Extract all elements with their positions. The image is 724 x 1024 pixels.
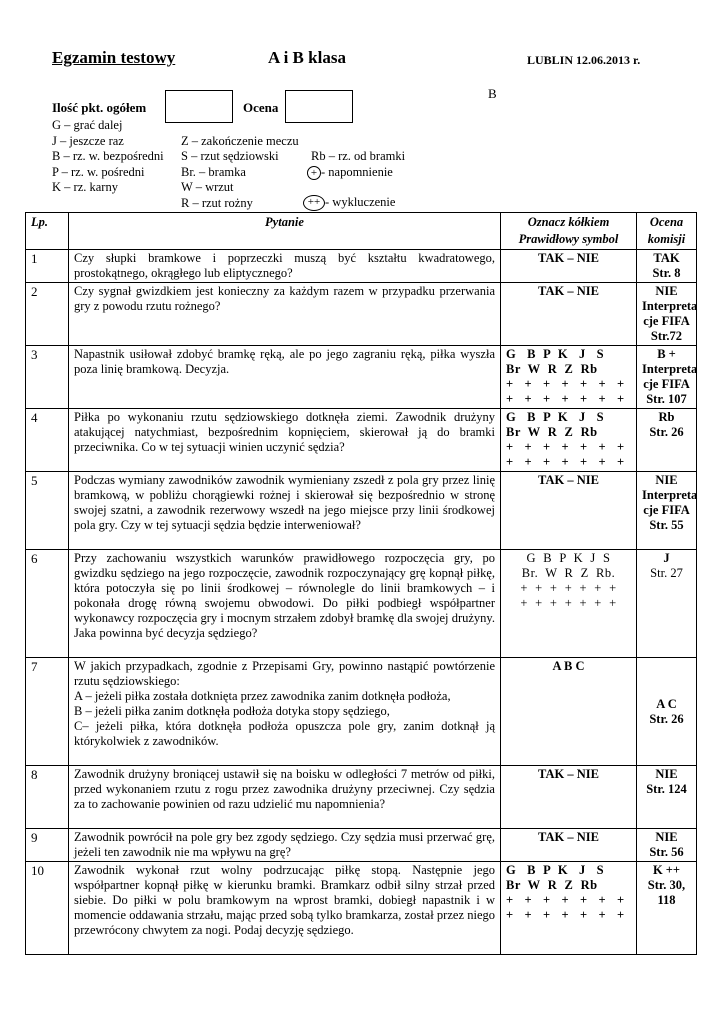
legend-exclusion-label: - wykluczenie — [325, 195, 396, 209]
symbol-row[interactable]: G B P K J S — [506, 863, 605, 877]
exam-class: A i B klasa — [268, 48, 346, 67]
grade-line: Interpreta — [642, 299, 698, 313]
row-number: 10 — [26, 862, 69, 955]
grade-line: Str. 107 — [646, 392, 687, 406]
grade-line: Str. 56 — [649, 845, 684, 859]
table-row — [26, 250, 697, 283]
grade-line: NIE — [655, 284, 678, 298]
commission-grade — [637, 658, 697, 766]
legend-k: K – rz. karny — [52, 180, 118, 194]
answer-symbol-grid[interactable] — [501, 862, 637, 955]
header-grade-line1: Ocena — [649, 215, 684, 229]
table-row — [26, 550, 697, 658]
question-line: A – jeżeli piłka została dotknięta przez zawodnika zanim dotknęła podłoża, — [74, 689, 451, 703]
grade-line: Str. 30, 118 — [647, 878, 686, 907]
grade-line: Str. 27 — [650, 566, 683, 580]
legend-j: J – jeszcze raz — [52, 134, 124, 148]
question-text: Zawodnik wykonał rzut wolny podrzucając piłkę stopą. Następnie jego współpartner kopnął piłkę w kierunku bramki. Bramkarz odbił silny strzał przed siebie. Do piłki w polu bramkowym na wprost bramki, dobiegł napastnik i w momencie oddawania strzału, mając przed sobą tylko bramkarza, został przez niego przewrócony chwytem za nogi. Podaj decyzję sędziego. — [69, 862, 501, 955]
grade-line: K ++ — [652, 863, 681, 877]
header-symbol-line2: Prawidłowy symbol — [518, 232, 619, 246]
grade-line: TAK — [653, 251, 680, 265]
grade-line: Str. 8 — [652, 266, 681, 280]
grade-line: NIE — [655, 830, 678, 844]
points-box[interactable] — [165, 90, 233, 123]
legend-s: S – rzut sędziowski — [181, 149, 279, 163]
symbol-row[interactable]: G B P K J S — [506, 410, 605, 424]
question-text: Zawodnik drużyny broniącej ustawił się na boisku w odległości 7 metrów od piłki, przed wykonaniem rzutu z rogu przez zawodnika drużyny przeciwnej. Czy sędzia za to zachowanie powinien od razu udzielić mu napomnienia? — [69, 766, 501, 829]
grade-box[interactable] — [285, 90, 353, 123]
legend-p: P – rz. w. pośredni — [52, 165, 145, 179]
table-header-row — [26, 213, 697, 250]
commission-grade — [637, 862, 697, 955]
grade-line: B + — [657, 347, 676, 361]
legend-warning-label: - napomnienie — [321, 165, 393, 179]
symbol-row[interactable]: Br W R Z Rb — [506, 362, 598, 376]
legend-b: B – rz. w. bezpośredni — [52, 149, 164, 163]
row-number: 3 — [26, 346, 69, 409]
commission-grade — [637, 550, 697, 658]
row-number: 5 — [26, 472, 69, 550]
answer-symbol[interactable]: A B C — [501, 658, 637, 766]
table-row — [26, 829, 697, 862]
row-number: 4 — [26, 409, 69, 472]
commission-grade — [637, 283, 697, 346]
symbol-row[interactable]: Br W R Z Rb — [506, 425, 598, 439]
question-text: Piłka po wykonaniu rzutu sędziowskiego dotknęła ziemi. Zawodnik drużyny atakującej natychmiast, bezpośrednim kopnięciem, skierował ją do bramki przeciwnika. Co w tej sytuacji winien uczynić sędzia? — [69, 409, 501, 472]
grade-line: NIE — [655, 473, 678, 487]
grade-line: Str.72 — [650, 329, 683, 343]
table-row — [26, 862, 697, 955]
legend-z: Z – zakończenie meczu — [181, 134, 299, 148]
table-row — [26, 409, 697, 472]
commission-grade — [637, 829, 697, 862]
grade-line: cje FIFA — [643, 503, 690, 517]
symbol-row[interactable]: + + + + + + + — [506, 893, 625, 907]
answer-symbol[interactable]: TAK – NIE — [501, 829, 637, 862]
question-text: Czy słupki bramkowe i poprzeczki muszą być kształtu kwadratowego, prostokątnego, okrągłego lub eliptycznego? — [69, 250, 501, 283]
header-question: Pytanie — [69, 213, 501, 250]
legend-warning — [307, 165, 393, 181]
answer-symbol-grid[interactable] — [501, 409, 637, 472]
table-row — [26, 766, 697, 829]
grade-line: Str. 26 — [649, 425, 684, 439]
row-number: 8 — [26, 766, 69, 829]
table-row — [26, 658, 697, 766]
commission-grade — [637, 250, 697, 283]
place-date: LUBLIN 12.06.2013 r. — [527, 53, 641, 67]
question-text: Czy sygnał gwizdkiem jest konieczny za każdym razem w przypadku przerwania gry z powodu rzutu rożnego? — [69, 283, 501, 346]
symbol-row[interactable]: + + + + + + + — [506, 455, 625, 469]
table-row — [26, 283, 697, 346]
legend-g: G – grać dalej — [52, 118, 123, 132]
grade-line: cje FIFA — [643, 377, 690, 391]
legend-r: R – rzut rożny — [181, 196, 253, 210]
symbol-row[interactable]: + + + + + + + — [506, 440, 625, 454]
grade-label: Ocena — [243, 100, 279, 115]
question-text: Napastnik usiłował zdobyć bramkę ręką, ale po jego zagraniu ręką, piłka wyszła poza linię bramkową. Decyzja. — [69, 346, 501, 409]
commission-grade — [637, 472, 697, 550]
commission-grade — [637, 766, 697, 829]
question-text: Podczas wymiany zawodników zawodnik wymieniany zszedł z pola gry przez linię bramkową, w pobliżu chorągiewki rożnej i skierował się bezpośrednio w stronę swojej szatni, a zawodnik rezerwowy wszedł na jego miejsce przy linii środkowej pola gry. Czy w tej sytuacji sędzia będzie interweniował? — [69, 472, 501, 550]
answer-symbol-grid[interactable] — [501, 346, 637, 409]
grade-line: Rb — [658, 410, 675, 424]
header-lp: Lp. — [26, 213, 69, 250]
grade-line: Str. 26 — [649, 711, 684, 726]
commission-grade — [637, 346, 697, 409]
question-text — [69, 658, 501, 766]
legend-rb: Rb – rz. od bramki — [311, 149, 406, 163]
symbol-row[interactable]: Br W R Z Rb — [506, 878, 598, 892]
exclusion-circle-icon: ++ — [303, 195, 325, 211]
row-number: 2 — [26, 283, 69, 346]
row-number: 9 — [26, 829, 69, 862]
answer-symbol-grid[interactable] — [501, 550, 637, 658]
warning-circle-icon: + — [307, 166, 321, 180]
grade-line: NIE — [655, 767, 678, 781]
legend-w: W – wrzut — [181, 180, 234, 194]
question-line: W jakich przypadkach, zgodnie z Przepisami Gry, powinno nastąpić powtórzenie rzutu sędziowskiego: — [74, 659, 495, 688]
question-text: Zawodnik powrócił na pole gry bez zgody sędziego. Czy sędzia musi przerwać grę, jeżeli ten zawodnik nie ma wpływu na grę? — [69, 829, 501, 862]
symbol-row[interactable]: + + + + + + + — [506, 908, 625, 922]
symbol-row[interactable]: G B P K J S — [506, 347, 605, 361]
table-row — [26, 472, 697, 550]
header-symbol-line1: Oznacz kółkiem — [527, 215, 610, 229]
row-number: 1 — [26, 250, 69, 283]
table-row — [26, 346, 697, 409]
points-label: Ilość pkt. ogółem — [52, 100, 147, 115]
symbol-row[interactable]: + + + + + + + — [520, 596, 617, 610]
symbol-row[interactable]: + + + + + + + — [506, 392, 625, 406]
legend-br: Br. – bramka — [181, 165, 246, 179]
symbol-row[interactable]: Br. W R Z Rb. — [521, 566, 616, 580]
grade-line: A C — [656, 696, 677, 711]
grade-line: Str. 55 — [649, 518, 684, 532]
legend-exclusion — [303, 195, 395, 211]
group-letter: B — [488, 86, 497, 101]
grade-line: Interpreta — [642, 488, 698, 502]
answer-symbol[interactable]: TAK – NIE — [501, 472, 637, 550]
header-grade-line2: komisji — [647, 232, 686, 246]
symbol-row[interactable]: G B P K J S — [526, 551, 611, 565]
question-line: B – jeżeli piłka zanim dotknęła podłoża dotyka stopy sędziego, — [74, 704, 390, 718]
grade-line: J — [663, 551, 670, 565]
grade-line: cje FIFA — [643, 314, 690, 328]
commission-grade — [637, 409, 697, 472]
symbol-row[interactable]: + + + + + + + — [520, 581, 617, 595]
row-number: 6 — [26, 550, 69, 658]
symbol-row[interactable]: + + + + + + + — [506, 377, 625, 391]
answer-symbol[interactable]: TAK – NIE — [501, 283, 637, 346]
question-text: Przy zachowaniu wszystkich warunków prawidłowego rozpoczęcia gry, po gwizdku sędziego na jego rozpoczęcie, zawodnik rozpoczynający grę kopnął piłkę, która potoczyła się po linii środkowej – równolegle do linii bramkowych – i pokonała drogę równą swojemu obwodowi. Do piłki podbiegł współpartner wykonawcy rozpoczęcia gry i mocnym strzałem zdobył bramkę dla swojej drużyny. Jaka powinna być decyzja sędziego? — [69, 550, 501, 658]
question-table — [25, 212, 697, 955]
header-symbol — [501, 213, 637, 250]
grade-line: Str. 124 — [646, 782, 687, 796]
grade-line: Interpreta — [642, 362, 698, 376]
question-line: C– jeżeli piłka, która dotknęła podłoża opuszcza pole gry, zanim dotknął ją którykolwiek z zawodników. — [74, 719, 495, 748]
row-number: 7 — [26, 658, 69, 766]
answer-symbol[interactable]: TAK – NIE — [501, 250, 637, 283]
exam-title: Egzamin testowy — [52, 48, 176, 67]
header-grade — [637, 213, 697, 250]
answer-symbol[interactable]: TAK – NIE — [501, 766, 637, 829]
